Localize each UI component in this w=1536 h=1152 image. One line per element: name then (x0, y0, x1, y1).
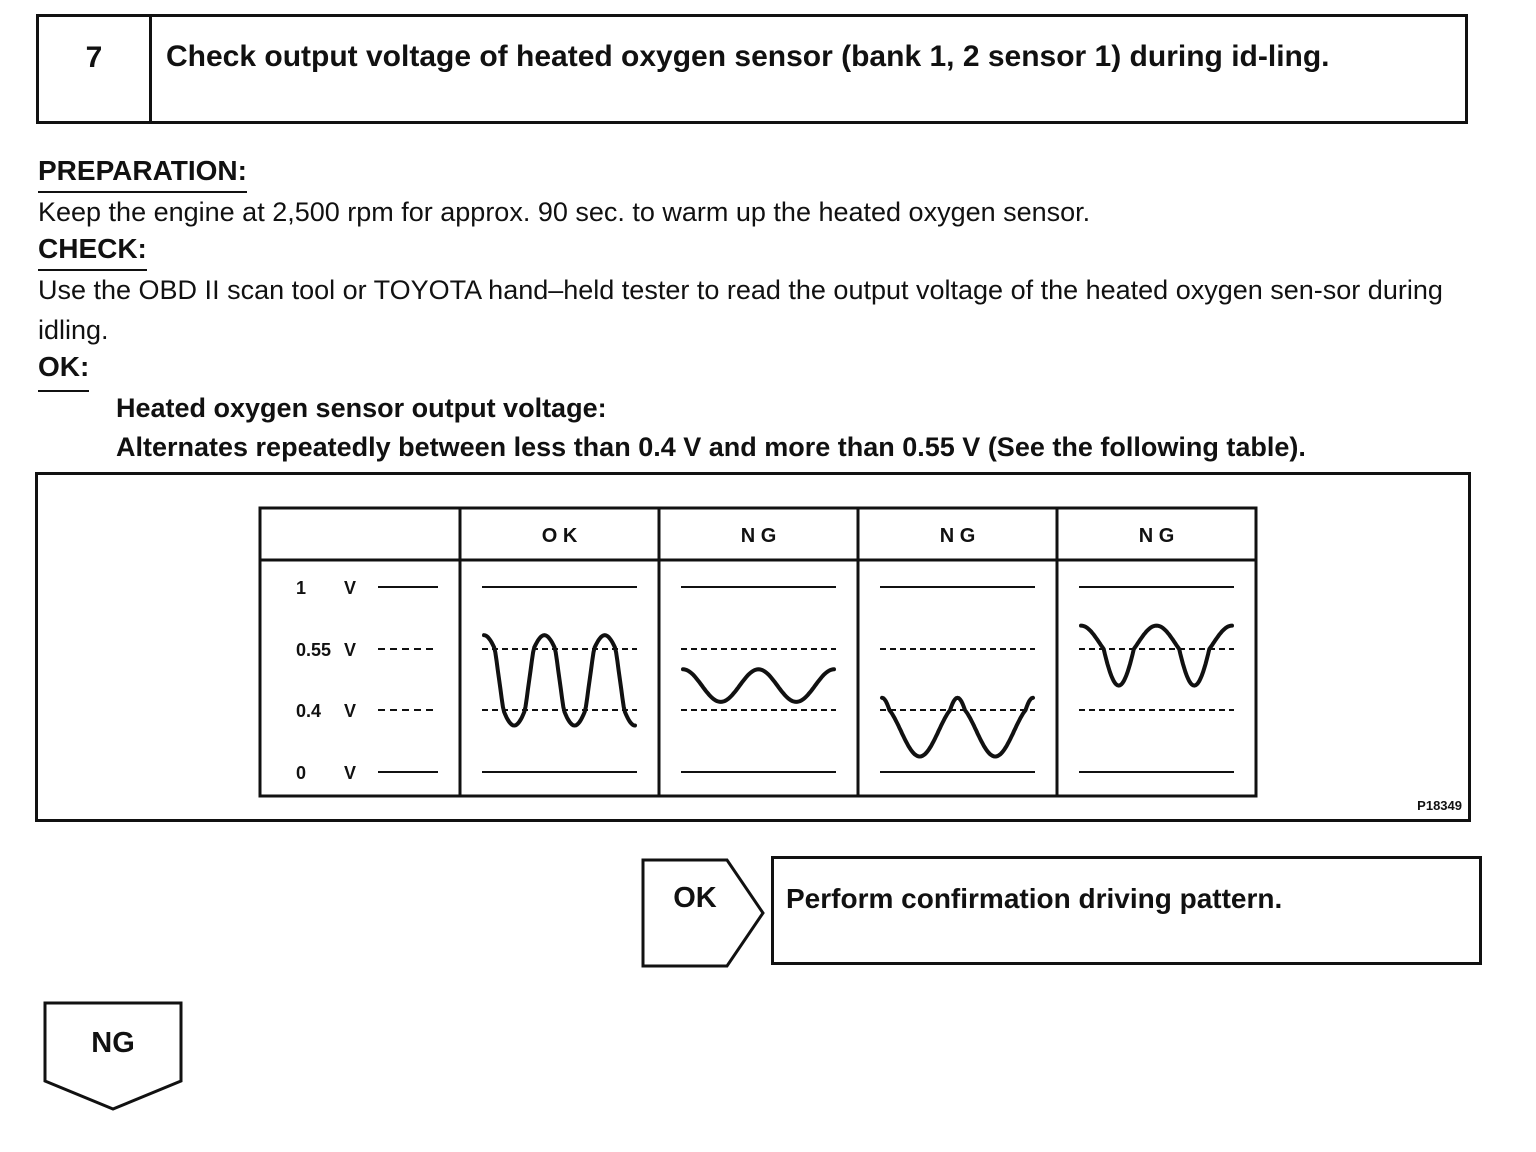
voltage-pattern-figure (35, 472, 1471, 822)
step-number: 7 (39, 17, 152, 121)
column-header: N G (740, 525, 777, 547)
sensor-waveform (1081, 626, 1232, 686)
voltage-label: 0.55 (296, 640, 332, 660)
voltage-unit: V (344, 763, 357, 783)
sensor-waveform (882, 698, 1033, 757)
column-header: N G (939, 525, 976, 547)
figure-id: P18349 (1417, 798, 1462, 813)
sensor-waveform (683, 669, 834, 702)
step-title: Check output voltage of heated oxygen sensor (bank 1, 2 sensor 1) during id-ling. (166, 40, 1330, 73)
ok-action-text: Perform confirmation driving pattern. (786, 883, 1283, 914)
ok-label: OK (673, 882, 717, 914)
column-header: N G (1138, 525, 1175, 547)
check-text: Use the OBD II scan tool or TOYOTA hand–held tester to read the output voltage of the heated oxygen sen-sor during idling. (38, 275, 1443, 345)
check-heading: CHECK: (38, 234, 147, 271)
preparation-text: Keep the engine at 2,500 rpm for approx. 90 sec. to warm up the heated oxygen sensor. (38, 197, 1091, 227)
voltage-unit: V (344, 701, 357, 721)
voltage-pattern-table (38, 475, 1468, 819)
ok-criteria-line1: Heated oxygen sensor output voltage: (116, 393, 607, 423)
ng-label: NG (91, 1027, 135, 1059)
voltage-label: 0.4 (296, 701, 322, 721)
table-border (260, 508, 1256, 796)
voltage-label: 0 (296, 763, 307, 783)
voltage-label: 1 (296, 578, 307, 598)
ok-criteria-line2: Alternates repeatedly between less than 0.4 V and more than 0.55 V (See the following table). (116, 432, 1306, 462)
voltage-unit: V (344, 578, 357, 598)
ok-heading: OK: (38, 352, 89, 392)
column-header: O K (541, 525, 578, 547)
voltage-unit: V (344, 640, 357, 660)
step-header (36, 14, 1468, 124)
ok-action-box (771, 856, 1482, 965)
preparation-heading: PREPARATION: (38, 156, 247, 193)
